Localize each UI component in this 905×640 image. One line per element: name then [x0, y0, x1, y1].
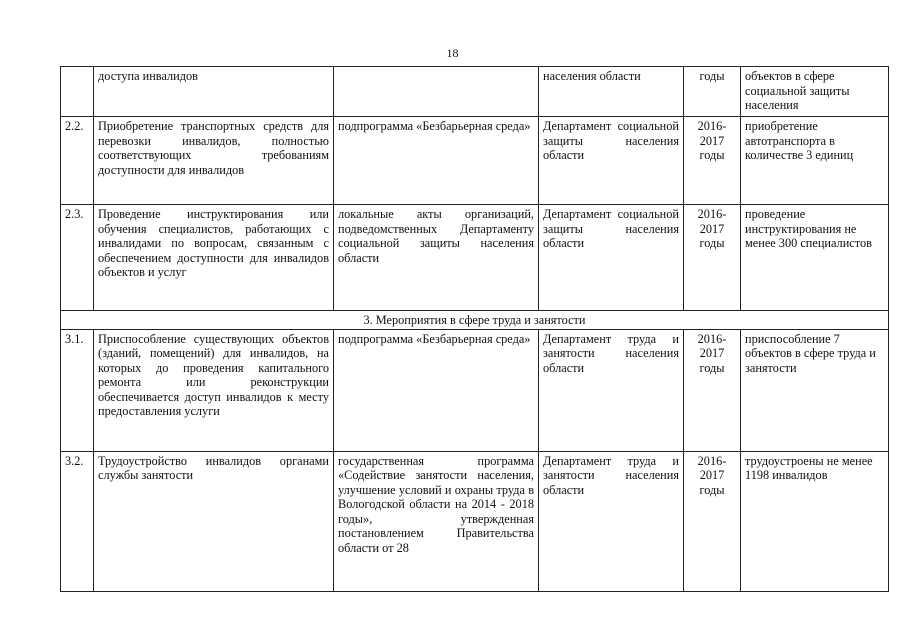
- basis-cell: локальные акты организаций, подведомственных Департаменту социальной защиты населения области: [334, 205, 539, 311]
- measure-cell: Приобретение транспортных средств для перевозки инвалидов, полностью соответствующих требованиям доступности для инвалидов: [94, 117, 334, 205]
- page-number: 18: [446, 46, 459, 60]
- table-row: [61, 117, 889, 205]
- row-number: [61, 67, 94, 117]
- result-cell: объектов в сфере социальной защиты населения: [741, 67, 889, 117]
- basis-cell: [334, 67, 539, 117]
- result-cell: приспособление 7 объектов в сфере труда и занятости: [741, 329, 889, 451]
- table-row: [61, 451, 889, 591]
- measure-cell: Проведение инструктирования или обучения специалистов, работающих с инвалидами по вопросам, связанным с обеспечением доступности для инвалидов объектов и услуг: [94, 205, 334, 311]
- row-number: 2.2.: [61, 117, 94, 205]
- executor-cell: населения области: [539, 67, 684, 117]
- row-number: 3.2.: [61, 451, 94, 591]
- row-number: 3.1.: [61, 329, 94, 451]
- result-cell: приобретение автотранспорта в количестве 3 единиц: [741, 117, 889, 205]
- executor-cell: Департамент социальной защиты населения области: [539, 205, 684, 311]
- term-cell: 2016-2017 годы: [684, 329, 741, 451]
- basis-cell: государственная программа «Содействие занятости населения, улучшение условий и охраны труда в Вологодской области на 2014 - 2018 годы», утвержденная постановлением Правительства области от 28: [334, 451, 539, 591]
- row-number: 2.3.: [61, 205, 94, 311]
- term-cell: 2016-2017 годы: [684, 451, 741, 591]
- basis-cell: подпрограмма «Безбарьерная среда»: [334, 117, 539, 205]
- executor-cell: Департамент социальной защиты населения области: [539, 117, 684, 205]
- table-row: [61, 67, 889, 117]
- result-cell: трудоустроены не менее 1198 инвалидов: [741, 451, 889, 591]
- measures-table: [60, 66, 889, 592]
- term-cell: 2016-2017 годы: [684, 117, 741, 205]
- basis-cell: подпрограмма «Безбарьерная среда»: [334, 329, 539, 451]
- term-cell: годы: [684, 67, 741, 117]
- table-row: [61, 205, 889, 311]
- table-row: [61, 329, 889, 451]
- measure-cell: доступа инвалидов: [94, 67, 334, 117]
- term-cell: 2016-2017 годы: [684, 205, 741, 311]
- section-header-row: [61, 311, 889, 330]
- executor-cell: Департамент труда и занятости населения области: [539, 451, 684, 591]
- executor-cell: Департамент труда и занятости населения области: [539, 329, 684, 451]
- section-title: 3. Мероприятия в сфере труда и занятости: [61, 311, 889, 330]
- measure-cell: Приспособление существующих объектов (зданий, помещений) для инвалидов, на которых до проведения капитального ремонта или реконструкции обеспечивается доступ инвалидов к месту предоставления услуги: [94, 329, 334, 451]
- measure-cell: Трудоустройство инвалидов органами службы занятости: [94, 451, 334, 591]
- result-cell: проведение инструктирования не менее 300 специалистов: [741, 205, 889, 311]
